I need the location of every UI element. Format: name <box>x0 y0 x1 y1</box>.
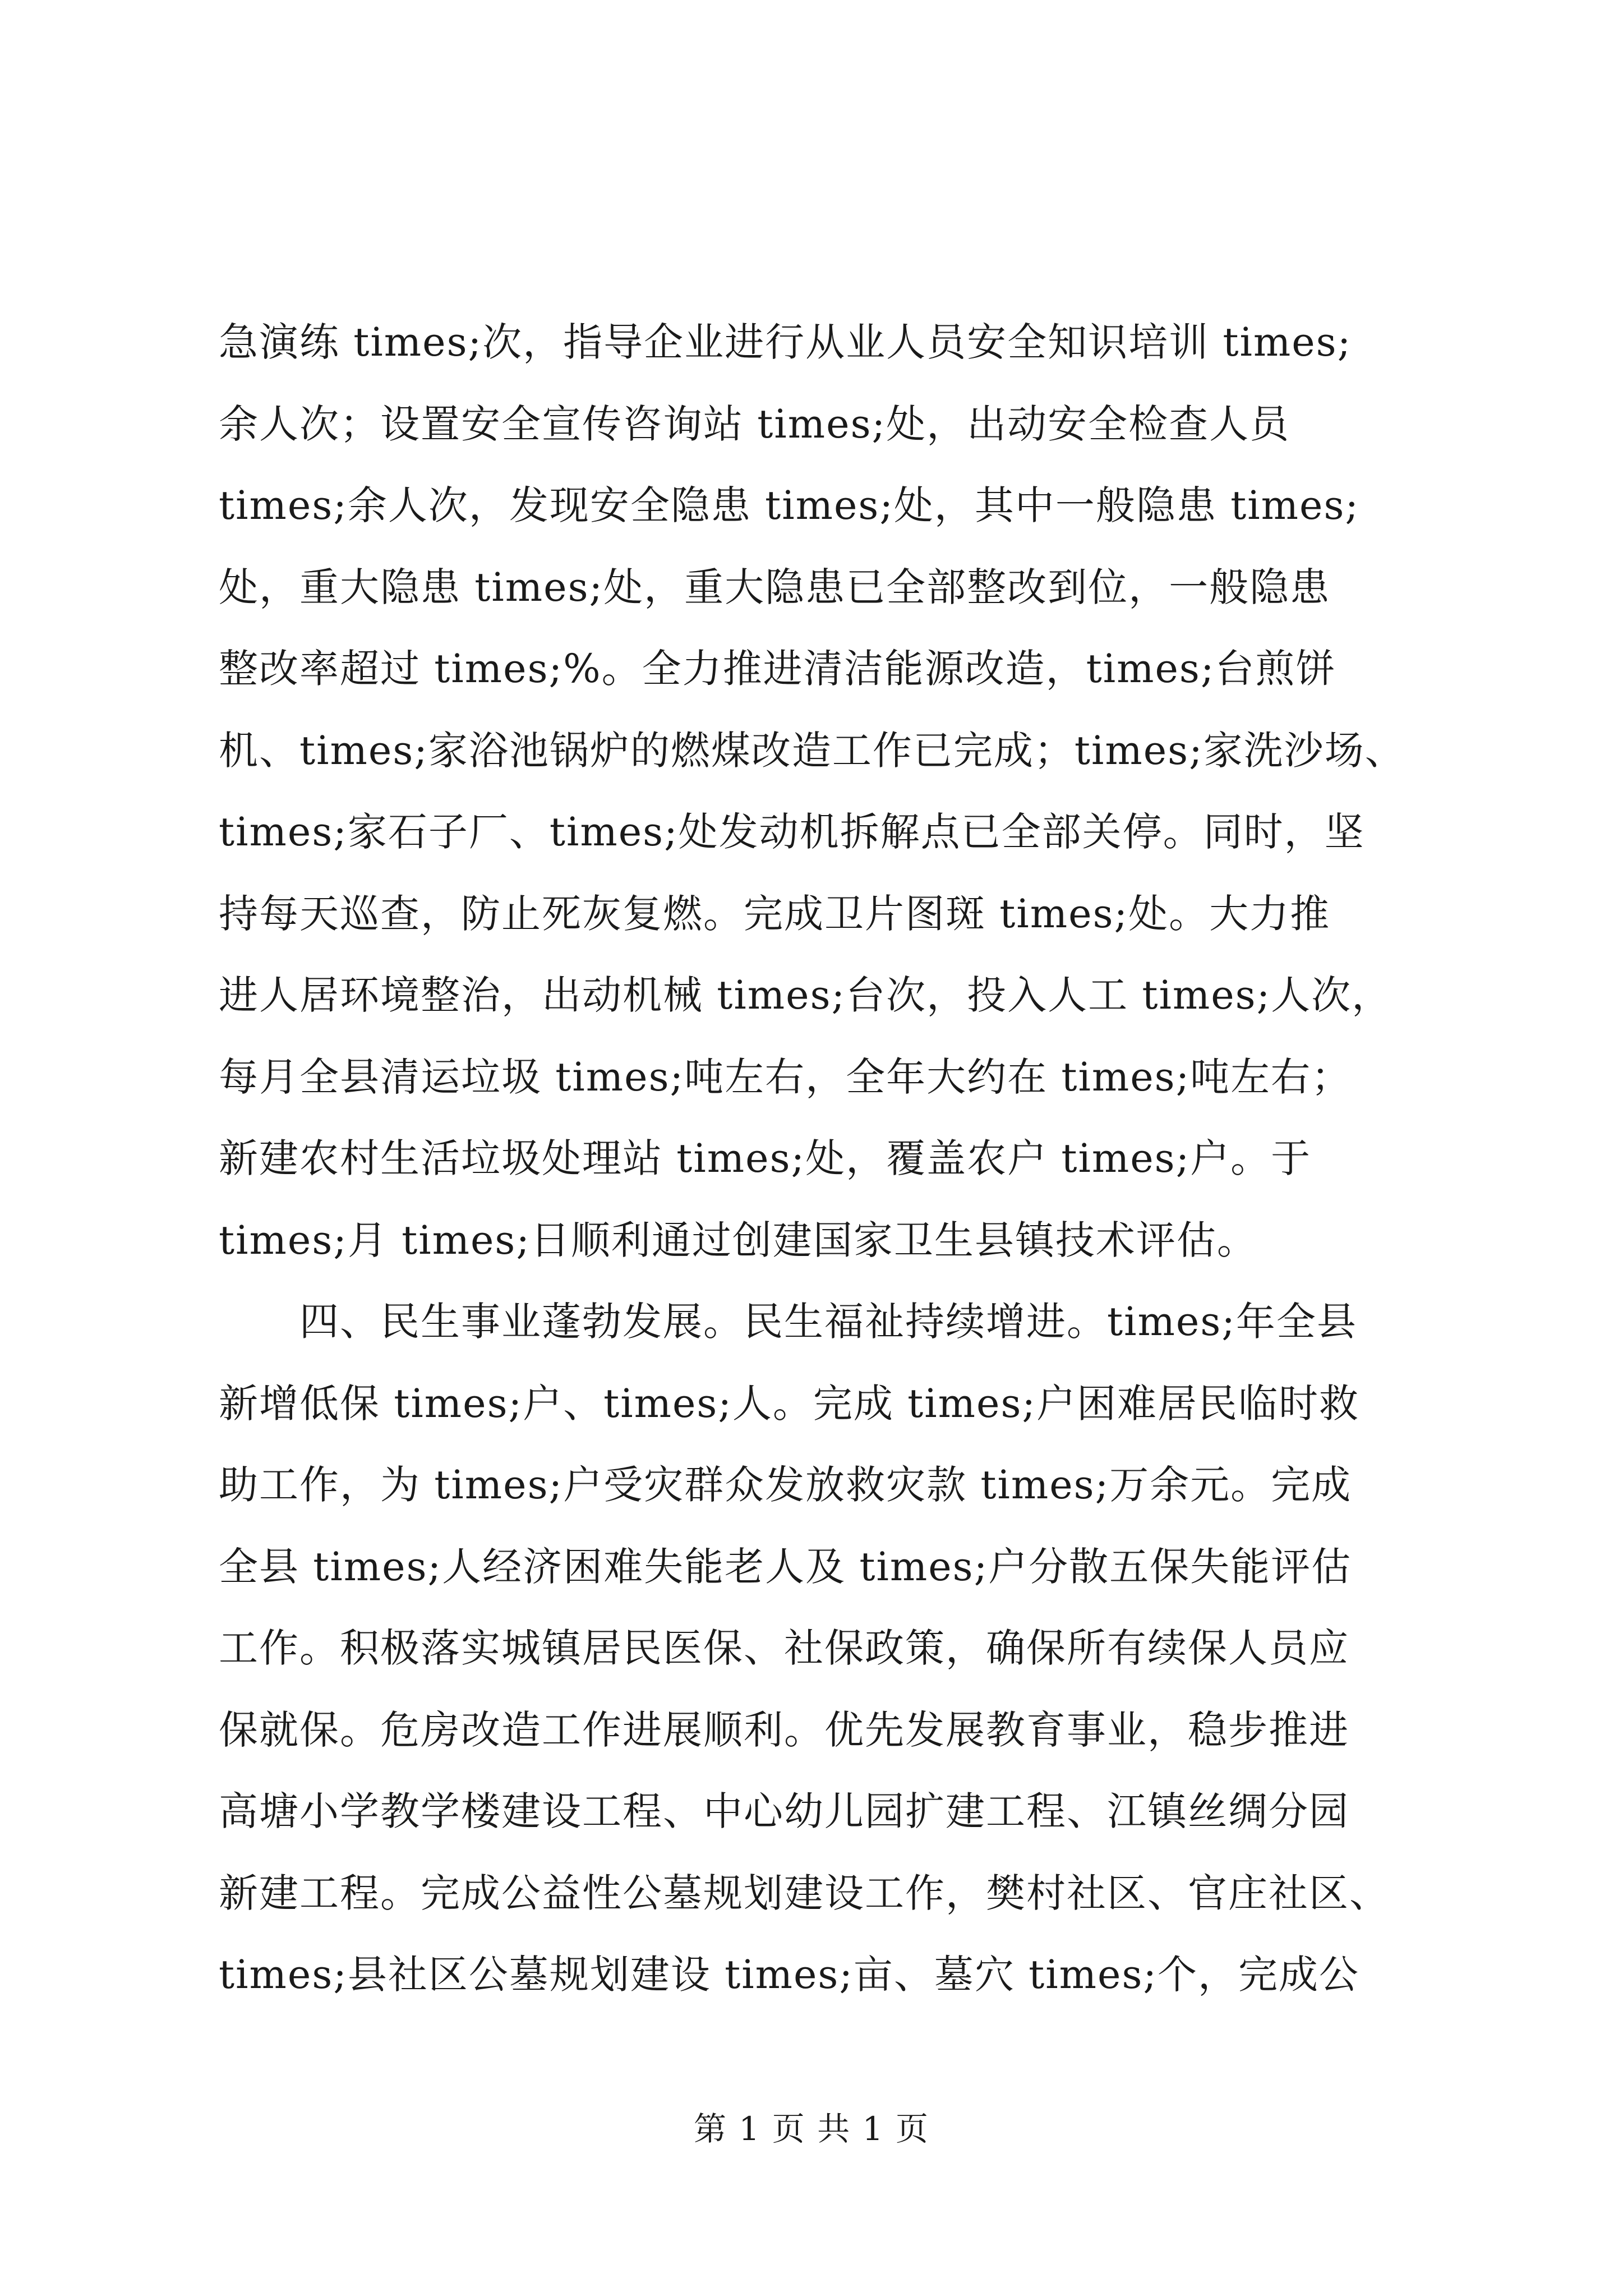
text-line: 处，重大隐患 times;处，重大隐患已全部整改到位，一般隐患 <box>219 564 1331 610</box>
text-line: 每月全县清运垃圾 times;吨左右，全年大约在 times;吨左右； <box>219 1053 1352 1100</box>
text-line: 工作。积极落实城镇居民医保、社保政策，确保所有续保人员应 <box>219 1625 1349 1671</box>
text-line: 全县 times;人经济困难失能老人及 times;户分散五保失能评估 <box>219 1543 1352 1590</box>
text-line: 进人居环境整治，出动机械 times;台次，投入人工 times;人次， <box>219 972 1393 1018</box>
text-line: 助工作，为 times;户受灾群众发放救灾款 times;万余元。完成 <box>219 1462 1352 1508</box>
text-line: times;县社区公墓规划建设 times;亩、墓穴 times;个，完成公 <box>219 1952 1359 1998</box>
text-line: 保就保。危房改造工作进展顺利。优先发展教育事业，稳步推进 <box>219 1706 1349 1753</box>
text-line: times;月 times;日顺利通过创建国家卫生县镇技术评估。 <box>219 1217 1257 1263</box>
text-line: 整改率超过 times;%。全力推进清洁能源改造，times;台煎饼 <box>219 646 1336 692</box>
text-line: 新建工程。完成公益性公墓规划建设工作，樊村社区、官庄社区、 <box>219 1870 1390 1916</box>
text-line: 余人次；设置安全宣传咨询站 times;处，出动安全检查人员 <box>219 401 1290 447</box>
text-line: times;余人次，发现安全隐患 times;处，其中一般隐患 times; <box>219 482 1359 528</box>
text-line: 急演练 times;次，指导企业进行从业人员安全知识培训 times; <box>219 319 1352 365</box>
text-line: 机、times;家浴池锅炉的燃煤改造工作已完成；times;家洗沙场、 <box>219 727 1405 774</box>
text-line: times;家石子厂、times;处发动机拆解点已全部关停。同时，坚 <box>219 809 1365 855</box>
document-body <box>219 302 1419 2016</box>
text-line: 持每天巡查，防止死灰复燃。完成卫片图斑 times;处。大力推 <box>219 890 1331 937</box>
text-line: 新增低保 times;户、times;人。完成 times;户困难居民临时救 <box>219 1380 1359 1427</box>
page-footer: 第 1 页 共 1 页 <box>694 2110 929 2148</box>
text-line: 高塘小学教学楼建设工程、中心幼儿园扩建工程、江镇丝绸分园 <box>219 1788 1349 1834</box>
paragraph-start-line: 四、民生事业蓬勃发展。民生福祉持续增进。times;年全县 <box>219 1299 1357 1345</box>
text-line: 新建农村生活垃圾处理站 times;处，覆盖农户 times;户。于 <box>219 1135 1312 1181</box>
